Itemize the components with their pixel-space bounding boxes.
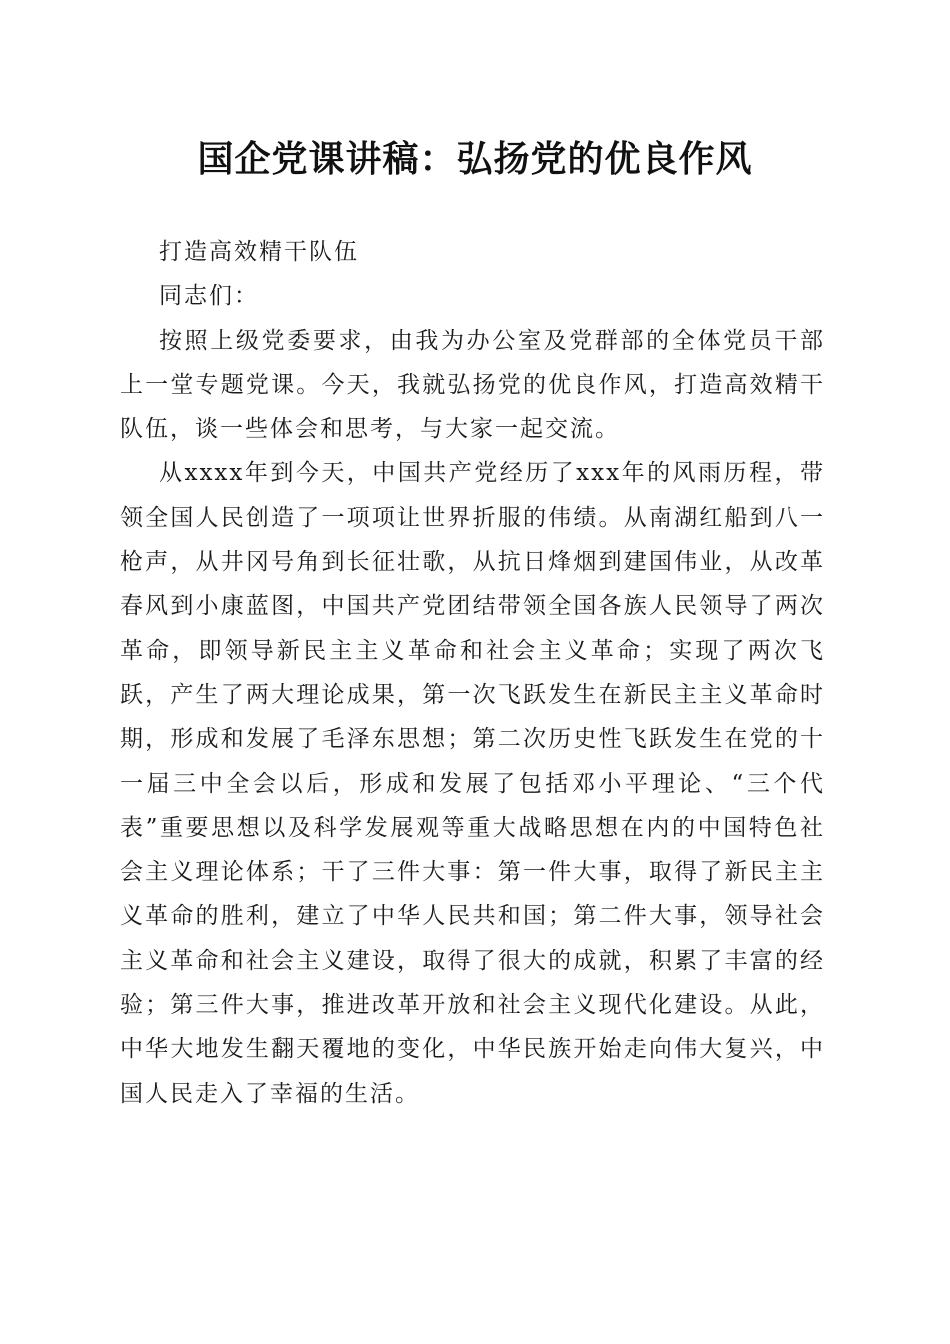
document-title: 国企党课讲稿：弘扬党的优良作风 (197, 139, 753, 180)
salutation-paragraph: 同志们： (159, 283, 259, 310)
document-body (120, 230, 825, 1116)
intro-paragraph: 按照上级党委要求，由我为办公室及党群部的全体党员干部上一堂专题党课。今天，我就弘扬党的优良作风，打造高效精干队伍，谈一些体会和思考，与大家一起交流。 (120, 327, 825, 443)
subtitle-paragraph: 打造高效精干队伍 (159, 239, 359, 265)
history-paragraph: 从xxxx年到今天，中国共产党经历了xxx年的风雨历程，带领全国人民创造了一项项让世界折服的伟绩。从南湖红船到八一枪声，从井冈号角到长征壮歌，从抗日烽烟到建国伟业，从改革春风到小康蓝图，中国共产党团结带领全国各族人民领导了两次革命，即领导新民主主义革命和社会主义革命；实现了两次飞跃，产生了两大理论成果，第一次飞跃发生在新民主主义革命时期，形成和发展了毛泽东思想；第二次历史性飞跃发生在党的十一届三中全会以后，形成和发展了包括邓小平理论、“三个代表”重要思想以及科学发展观等重大战略思想在内的中国特色社会主义理论体系；干了三件大事：第一件大事，取得了新民主主义革命的胜利，建立了中华人民共和国；第二件大事，领导社会主义革命和社会主义建设，取得了很大的成就，积累了丰富的经验；第三件大事，推进改革开放和社会主义现代化建设。从此，中华大地发生翻天覆地的变化，中华民族开始走向伟大复兴，中国人民走入了幸福的生活。 (120, 460, 825, 1107)
